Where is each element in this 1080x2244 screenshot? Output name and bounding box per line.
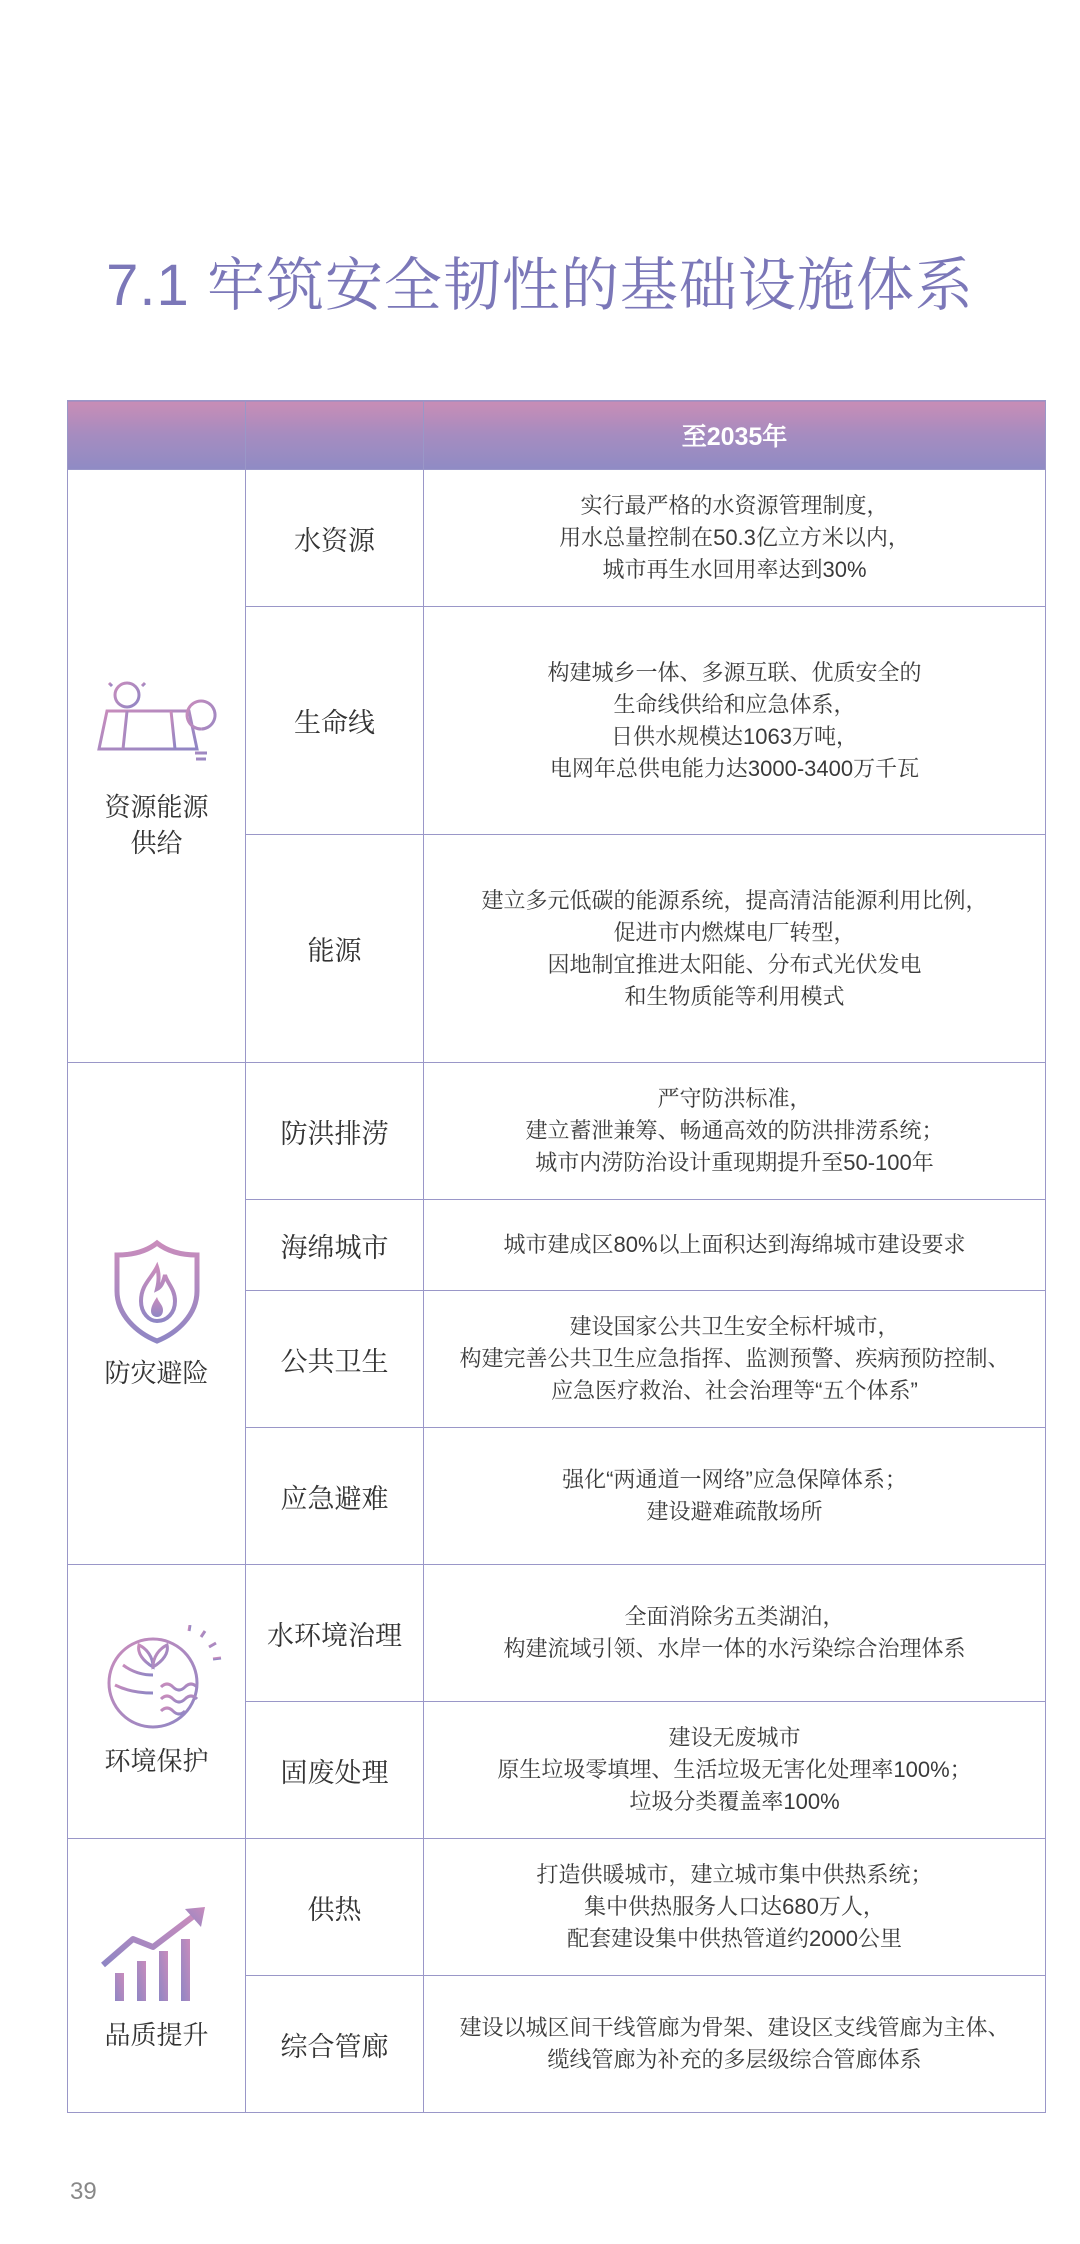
subcategory-label: 公共卫生	[246, 1291, 424, 1428]
desc-line: 垃圾分类覆盖率100%	[629, 1789, 840, 1814]
description-cell	[424, 1565, 1046, 1702]
desc-line: 集中供热服务人口达680万人，	[584, 1894, 885, 1919]
desc-line: 城市建成区80%以上面积达到海绵城市建设要求	[503, 1232, 966, 1257]
category-environment	[68, 1565, 246, 1839]
description-cell	[424, 1428, 1046, 1565]
desc-line: 促进市内燃煤电厂转型，	[613, 919, 856, 945]
description-cell	[424, 1702, 1046, 1839]
desc-line: 建设避难疏散场所	[646, 1499, 823, 1524]
table-row	[68, 1565, 1046, 1702]
subcategory-label: 防洪排涝	[246, 1063, 424, 1200]
table-row	[68, 1063, 1046, 1200]
desc-line: 强化“两通道一网络”应急保障体系；	[562, 1467, 907, 1492]
desc-line: 打造供暖城市，建立城市集中供热系统；	[536, 1862, 933, 1887]
description-cell	[424, 1839, 1046, 1976]
category-label: 资源能源	[104, 792, 209, 822]
desc-line: 构建城乡一体、多源互联、优质安全的	[547, 659, 922, 685]
category-label: 环境保护	[104, 1745, 209, 1776]
subcategory-label: 固废处理	[246, 1702, 424, 1839]
table-row	[68, 1839, 1046, 1976]
description-cell	[424, 1976, 1046, 2113]
subcategory-label: 能源	[246, 835, 424, 1063]
category-label-line2: 供给	[130, 828, 183, 858]
desc-line: 因地制宜推进太阳能、分布式光伏发电	[547, 951, 922, 977]
desc-line: 原生垃圾零填埋、生活垃圾无害化处理率100%；	[497, 1757, 972, 1782]
desc-line: 电网年总供电能力达3000-3400万千瓦	[549, 755, 920, 781]
subcategory-label: 应急避难	[246, 1428, 424, 1565]
desc-line: 配套建设集中供热管道约2000公里	[567, 1926, 902, 1951]
desc-line: 建立多元低碳的能源系统，提高清洁能源利用比例，	[481, 887, 988, 913]
description-cell	[424, 607, 1046, 835]
table-header-row	[68, 401, 1046, 470]
earth-plant-water-icon	[89, 1625, 225, 1735]
subcategory-label: 综合管廊	[246, 1976, 424, 2113]
header-col1	[68, 401, 246, 470]
category-quality	[68, 1839, 246, 2113]
table-row	[68, 470, 1046, 607]
infrastructure-table	[67, 400, 1046, 2113]
subcategory-label: 海绵城市	[246, 1200, 424, 1291]
desc-line: 建设国家公共卫生安全标杆城市，	[569, 1314, 900, 1339]
desc-line: 建设以城区间干线管廊为骨架、建设区支线管廊为主体、	[459, 2015, 1010, 2040]
page-number: 39	[70, 2178, 97, 2205]
description-cell	[424, 470, 1046, 607]
subcategory-label: 水资源	[246, 470, 424, 607]
desc-line: 构建流域引领、水岸一体的水污染综合治理体系	[503, 1636, 966, 1661]
description-cell	[424, 1291, 1046, 1428]
description-cell	[424, 835, 1046, 1063]
category-resources	[68, 470, 246, 1063]
desc-line: 全面消除劣五类湖泊，	[624, 1604, 845, 1629]
desc-line: 应急医疗救治、社会治理等“五个体系”	[551, 1378, 918, 1403]
subcategory-label: 水环境治理	[246, 1565, 424, 1702]
desc-line: 实行最严格的水资源管理制度，	[580, 493, 889, 518]
desc-line: 用水总量控制在50.3亿立方米以内，	[559, 525, 910, 550]
desc-line: 生命线供给和应急体系，	[613, 691, 856, 717]
subcategory-label: 供热	[246, 1839, 424, 1976]
category-disaster-prevention	[68, 1063, 246, 1565]
solar-panel-bulb-icon	[89, 671, 225, 781]
desc-line: 和生物质能等利用模式	[624, 983, 845, 1009]
desc-line: 缆线管廊为补充的多层级综合管廊体系	[547, 2047, 922, 2072]
category-label: 防灾避险	[104, 1357, 209, 1388]
category-label: 品质提升	[104, 2019, 209, 2050]
desc-line: 日供水规模达1063万吨，	[611, 723, 858, 749]
subcategory-label: 生命线	[246, 607, 424, 835]
description-cell	[424, 1200, 1046, 1291]
shield-flame-icon	[89, 1237, 225, 1347]
desc-line: 建立蓄泄兼筹、畅通高效的防洪排涝系统；	[525, 1118, 944, 1143]
description-cell	[424, 1063, 1046, 1200]
header-col2	[246, 401, 424, 470]
desc-line: 建设无废城市	[668, 1725, 801, 1750]
growth-chart-icon	[89, 1899, 225, 2009]
page-title: 7.1 牢筑安全韧性的基础设施体系	[106, 253, 974, 318]
header-col3: 至2035年	[424, 401, 1046, 470]
desc-line: 严守防洪标准，	[657, 1086, 812, 1111]
desc-line: 构建完善公共卫生应急指挥、监测预警、疾病预防控制、	[459, 1346, 1010, 1371]
desc-line: 城市再生水回用率达到30%	[602, 557, 867, 582]
desc-line: 城市内涝防治设计重现期提升至50-100年	[535, 1150, 934, 1175]
